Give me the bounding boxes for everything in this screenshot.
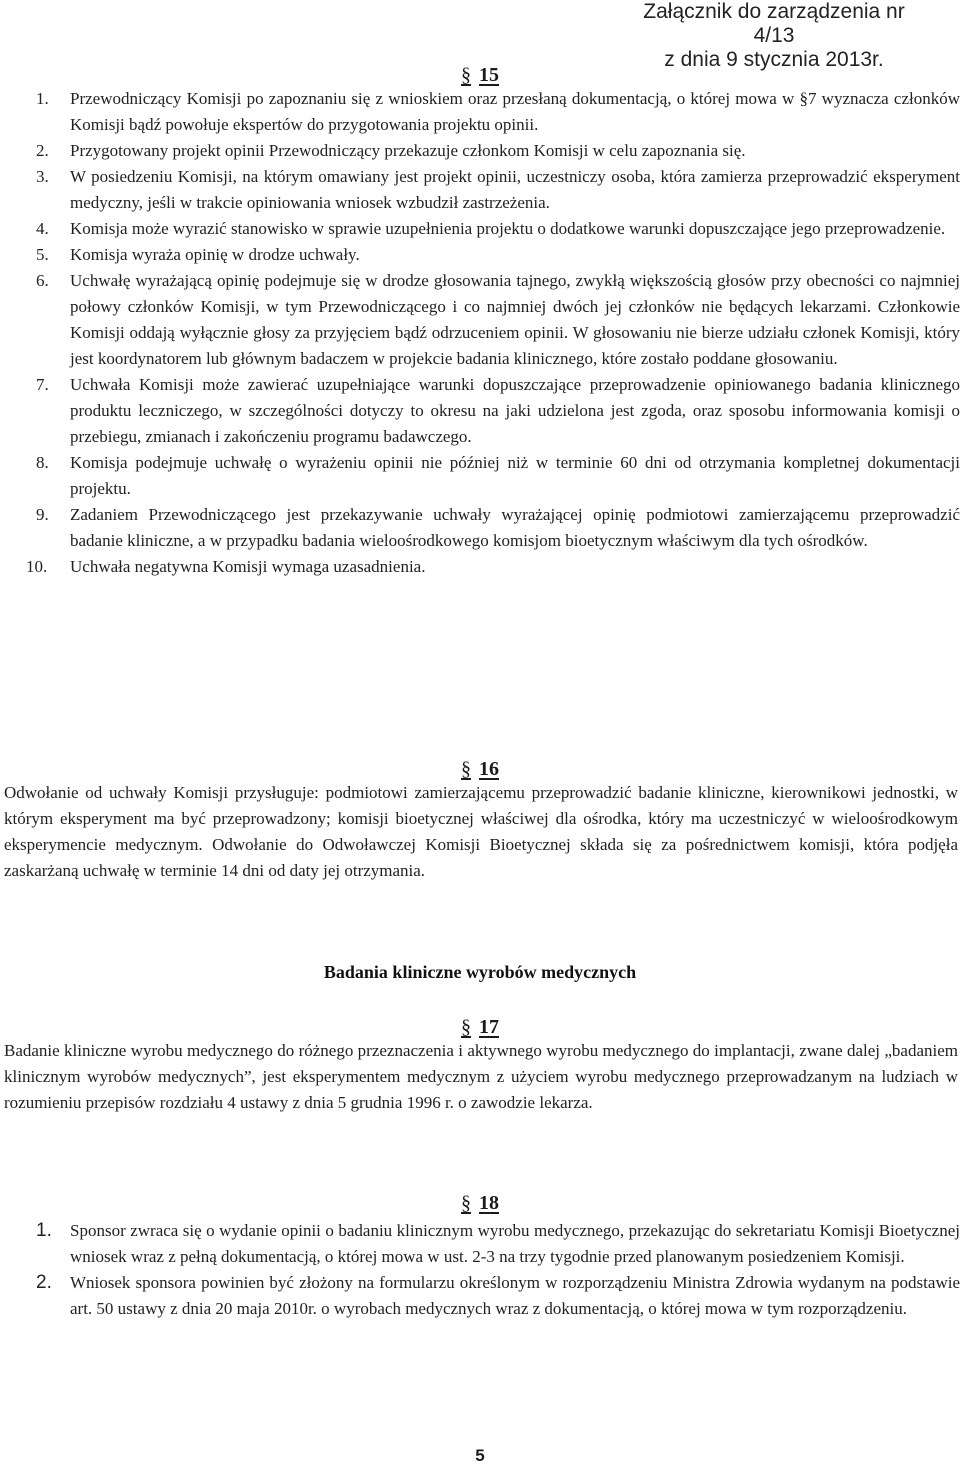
section-number: 15 — [479, 64, 499, 86]
item-number: 9. — [36, 505, 49, 524]
item-number: 3. — [36, 167, 49, 186]
section-sign: § — [461, 64, 471, 86]
section-16-paragraph: Odwołanie od uchwały Komisji przysługuje: podmiotowi zamierzającemu przeprowadzić badanie kliniczne, kierownikowi jednostki, w którym eksperyment ma być przeprowadzony; komisji bioetycznej właściwej dla ośrodka, który ma uczestniczyć w wieloośrodkowym eksperymencie medycznym. Odwołanie do Odwoławczej Komisji Bioetycznej składa się za pośrednictwem komisji, która podjęła zaskarżaną uchwałę w terminie 14 dni od daty jej otrzymania. — [4, 783, 958, 880]
annex-header — [624, 0, 924, 72]
list-item — [0, 1270, 960, 1322]
annex-header-line1: Załącznik do zarządzenia nr 4/13 — [643, 0, 905, 47]
section-heading-18 — [0, 1192, 960, 1214]
section-number: 18 — [479, 1192, 499, 1214]
list-item — [0, 164, 960, 216]
item-text: Komisja może wyrazić stanowisko w sprawie uzupełnienia projektu o dodatkowe warunki dopuszczające jego przeprowadzenie. — [70, 219, 946, 238]
item-text: W posiedzeniu Komisji, na którym omawiany jest projekt opinii, uczestniczy osoba, która zamierza przeprowadzić eksperyment medyczny, jeśli w trakcie opiniowania wniosek wzbudził zastrzeżenia. — [70, 167, 960, 212]
section-heading-15 — [0, 64, 960, 86]
item-number: 7. — [36, 375, 49, 394]
section-18-list — [0, 1218, 960, 1322]
item-number: 8. — [36, 453, 49, 472]
list-item — [0, 268, 960, 372]
item-text: Komisja wyraża opinię w drodze uchwały. — [70, 245, 360, 264]
item-text: Przewodniczący Komisji po zapoznaniu się z wnioskiem oraz przesłaną dokumentacją, o której mowa w §7 wyznacza członków Komisji bądź powołuje ekspertów do przygotowania projektu opinii. — [70, 89, 960, 134]
item-text: Wniosek sponsora powinien być złożony na formularzu określonym w rozporządzeniu Ministra Zdrowia wydanym na podstawie art. 50 ustawy z dnia 20 maja 2010r. o wyrobach medycznych wraz z dokumentacją, o której mowa w tym rozporządzeniu. — [70, 1273, 960, 1318]
item-number: 1. — [36, 1220, 52, 1241]
section-sign: § — [461, 1192, 471, 1214]
list-item — [0, 502, 960, 554]
section-heading-17 — [0, 1016, 960, 1038]
item-text: Komisja podejmuje uchwałę o wyrażeniu opinii nie później niż w terminie 60 dni od otrzymania kompletnej dokumentacji projektu. — [70, 453, 960, 498]
item-number: 10. — [26, 557, 48, 576]
item-text: Uchwała negatywna Komisji wymaga uzasadnienia. — [70, 557, 426, 576]
item-number: 4. — [36, 219, 49, 238]
subheading: Badania kliniczne wyrobów medycznych — [323, 962, 637, 982]
section-15-list — [0, 86, 960, 580]
item-text: Przygotowany projekt opinii Przewodniczący przekazuje członkom Komisji w celu zapoznania się. — [70, 141, 746, 160]
section-number: 17 — [479, 1016, 499, 1038]
item-number: 1. — [36, 89, 49, 108]
item-text: Sponsor zwraca się o wydanie opinii o badaniu klinicznym wyrobu medycznego, przekazując do sekretariatu Komisji Bioetycznej wniosek wraz z pełną dokumentacją, o której mowa w ust. 2-3 na trzy tygodnie przed planowanym posiedzeniem Komisji. — [70, 1221, 960, 1266]
item-number: 2. — [36, 1272, 52, 1293]
list-item — [0, 372, 960, 450]
page-number: 5 — [475, 1446, 485, 1465]
section-17-paragraph: Badanie kliniczne wyrobu medycznego do różnego przeznaczenia i aktywnego wyrobu medycznego do implantacji, zwane dalej „badaniem klinicznym wyrobów medycznych”, jest eksperymentem medycznym z użyciem wyrobu medycznego przeprowadzanym na ludziach w rozumieniu przepisów rozdziału 4 ustawy z dnia 5 grudnia 1996 r. o zawodzie lekarza. — [4, 1041, 958, 1112]
list-item — [0, 1218, 960, 1270]
item-number: 2. — [36, 141, 49, 160]
section-heading-16 — [0, 758, 960, 780]
item-text: Zadaniem Przewodniczącego jest przekazywanie uchwały wyrażającej opinię podmiotowi zamierzającemu przeprowadzić badanie kliniczne, a w przypadku badania wieloośrodkowego komisjom bioetycznym właściwym dla tych ośrodków. — [70, 505, 960, 550]
section-sign: § — [461, 1016, 471, 1038]
list-item — [0, 86, 960, 138]
list-item — [0, 554, 960, 580]
list-item — [0, 242, 960, 268]
list-item — [0, 138, 960, 164]
list-item — [0, 216, 960, 242]
item-number: 6. — [36, 271, 49, 290]
list-item — [0, 450, 960, 502]
item-text: Uchwałę wyrażającą opinię podejmuje się w drodze głosowania tajnego, zwykłą większością głosów przy obecności co najmniej połowy członków Komisji, w tym Przewodniczącego i co najmniej dwóch jej członków nie będących lekarzami. Członkowie Komisji oddają wyłącznie głosy za przyjęciem bądź odrzuceniem opinii. W głosowaniu nie bierze udziału członek Komisji, który jest koordynatorem lub głównym badaczem w projekcie badania klinicznego, które zostało poddane głosowaniu. — [70, 271, 960, 368]
item-number: 5. — [36, 245, 49, 264]
annex-header-line2: z dnia 9 stycznia 2013r. — [664, 48, 884, 71]
item-text: Uchwała Komisji może zawierać uzupełniające warunki dopuszczające przeprowadzenie opiniowanego badania klinicznego produktu leczniczego, w szczególności dotyczy to okresu na jaki udzielona jest zgoda, oraz sposobu informowania komisji o przebiegu, zmianach i zakończeniu programu badawczego. — [70, 375, 960, 446]
section-number: 16 — [479, 758, 499, 780]
section-sign: § — [461, 758, 471, 780]
